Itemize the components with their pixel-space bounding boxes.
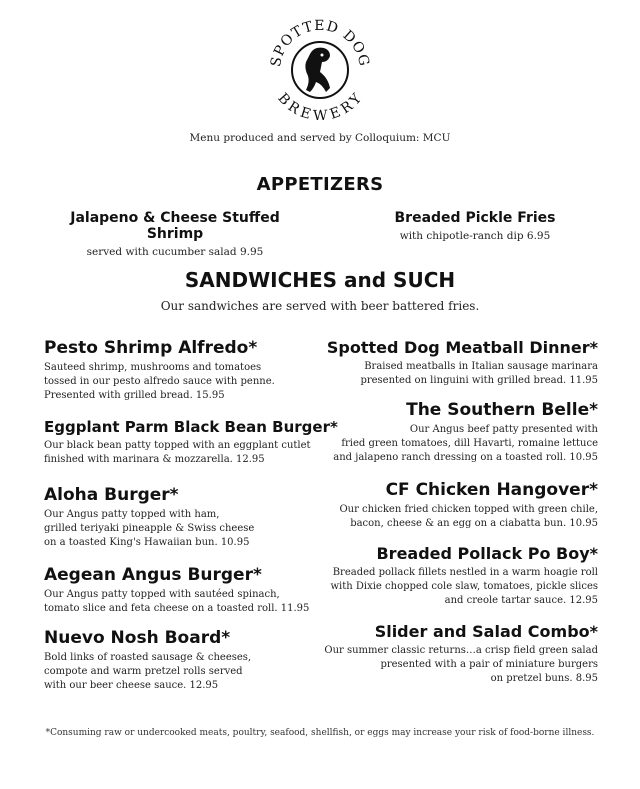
menu-item: [278, 544, 598, 608]
item-name: The Southern Belle*: [406, 400, 598, 420]
menu-item: [278, 480, 598, 531]
item-desc: Our Angus patty topped with ham, grilled teriyaki pineapple & Swiss cheese on a toasted King's Hawaiian bun. 10.95: [44, 509, 255, 548]
item-desc: Bold links of roasted sausage & cheeses, compote and warm pretzel rolls served with our beer cheese sauce. 12.95: [44, 652, 252, 691]
svg-text:BREWERY: [275, 90, 366, 120]
item-name: Breaded Pickle Fries: [394, 210, 556, 226]
item-desc: with chipotle-ranch dip 6.95: [399, 230, 551, 242]
item-desc: served with cucumber salad 9.95: [86, 246, 264, 258]
item-desc: Our black bean patty topped with an eggplant cutlet finished with marinara & mozzarella. 12.95: [44, 440, 311, 465]
item-desc: Our Angus patty topped with sautéed spinach, tomato slice and feta cheese on a toasted roll. 11.95: [44, 589, 310, 614]
dog-icon: [305, 48, 330, 92]
item-name: Pesto Shrimp Alfredo*: [44, 338, 258, 358]
item-desc: Our chicken fried chicken topped with green chile, bacon, cheese & an egg on a ciabatta bun. 10.95: [339, 504, 598, 529]
menu-item: [278, 622, 598, 686]
sandwiches-heading: SANDWICHES and SUCH: [184, 268, 456, 292]
item-name: Jalapeno & Cheese Stuffed Shrimp: [70, 210, 280, 242]
item-desc: Our summer classic returns…a crisp field green salad presented with a pair of miniature burgers on pretzel buns. 8.95: [324, 645, 598, 684]
sandwiches-subtitle: Our sandwiches are served with beer battered fries.: [160, 299, 480, 313]
item-desc: Sauteed shrimp, mushrooms and tomatoes tossed in our pesto alfredo sauce with penne. Presented with grilled bread. 15.95: [44, 362, 275, 401]
item-name: Nuevo Nosh Board*: [44, 628, 231, 648]
appetizer-item: [40, 210, 310, 258]
logo-text-top: SPOTTED DOG: [267, 17, 373, 69]
item-name: Slider and Salad Combo*: [374, 622, 598, 641]
item-name: Eggplant Parm Black Bean Burger*: [44, 418, 338, 436]
produced-by: Menu produced and served by Colloquium: MCU: [189, 132, 451, 144]
menu-item: [278, 400, 598, 465]
logo-text-bottom: BREWERY: [274, 90, 366, 120]
item-name: Spotted Dog Meatball Dinner*: [326, 338, 598, 357]
item-desc: Our Angus beef patty presented with fried green tomatoes, dill Havarti, romaine lettuce and jalapeno ranch dressing on a toasted roll. 10.95: [333, 424, 598, 463]
item-desc: Breaded pollack fillets nestled in a warm hoagie roll with Dixie chopped cole slaw, tomatoes, pickle slices and creole tartar sauce. 12.95: [330, 567, 598, 606]
item-name: Aloha Burger*: [44, 485, 179, 505]
item-desc: Braised meatballs in Italian sausage marinara presented on linguini with grilled bread. 11.95: [360, 361, 598, 386]
item-name: Aegean Angus Burger*: [44, 565, 262, 585]
menu-item: [278, 338, 598, 388]
appetizer-item: [360, 210, 590, 242]
brewery-logo: [262, 14, 378, 120]
appetizers-heading: APPETIZERS: [256, 174, 384, 195]
footnote: *Consuming raw or undercooked meats, poultry, seafood, shellfish, or eggs may increase your risk of food-borne illness.: [45, 728, 595, 738]
item-name: CF Chicken Hangover*: [385, 480, 598, 500]
item-name: Breaded Pollack Po Boy*: [376, 544, 598, 563]
